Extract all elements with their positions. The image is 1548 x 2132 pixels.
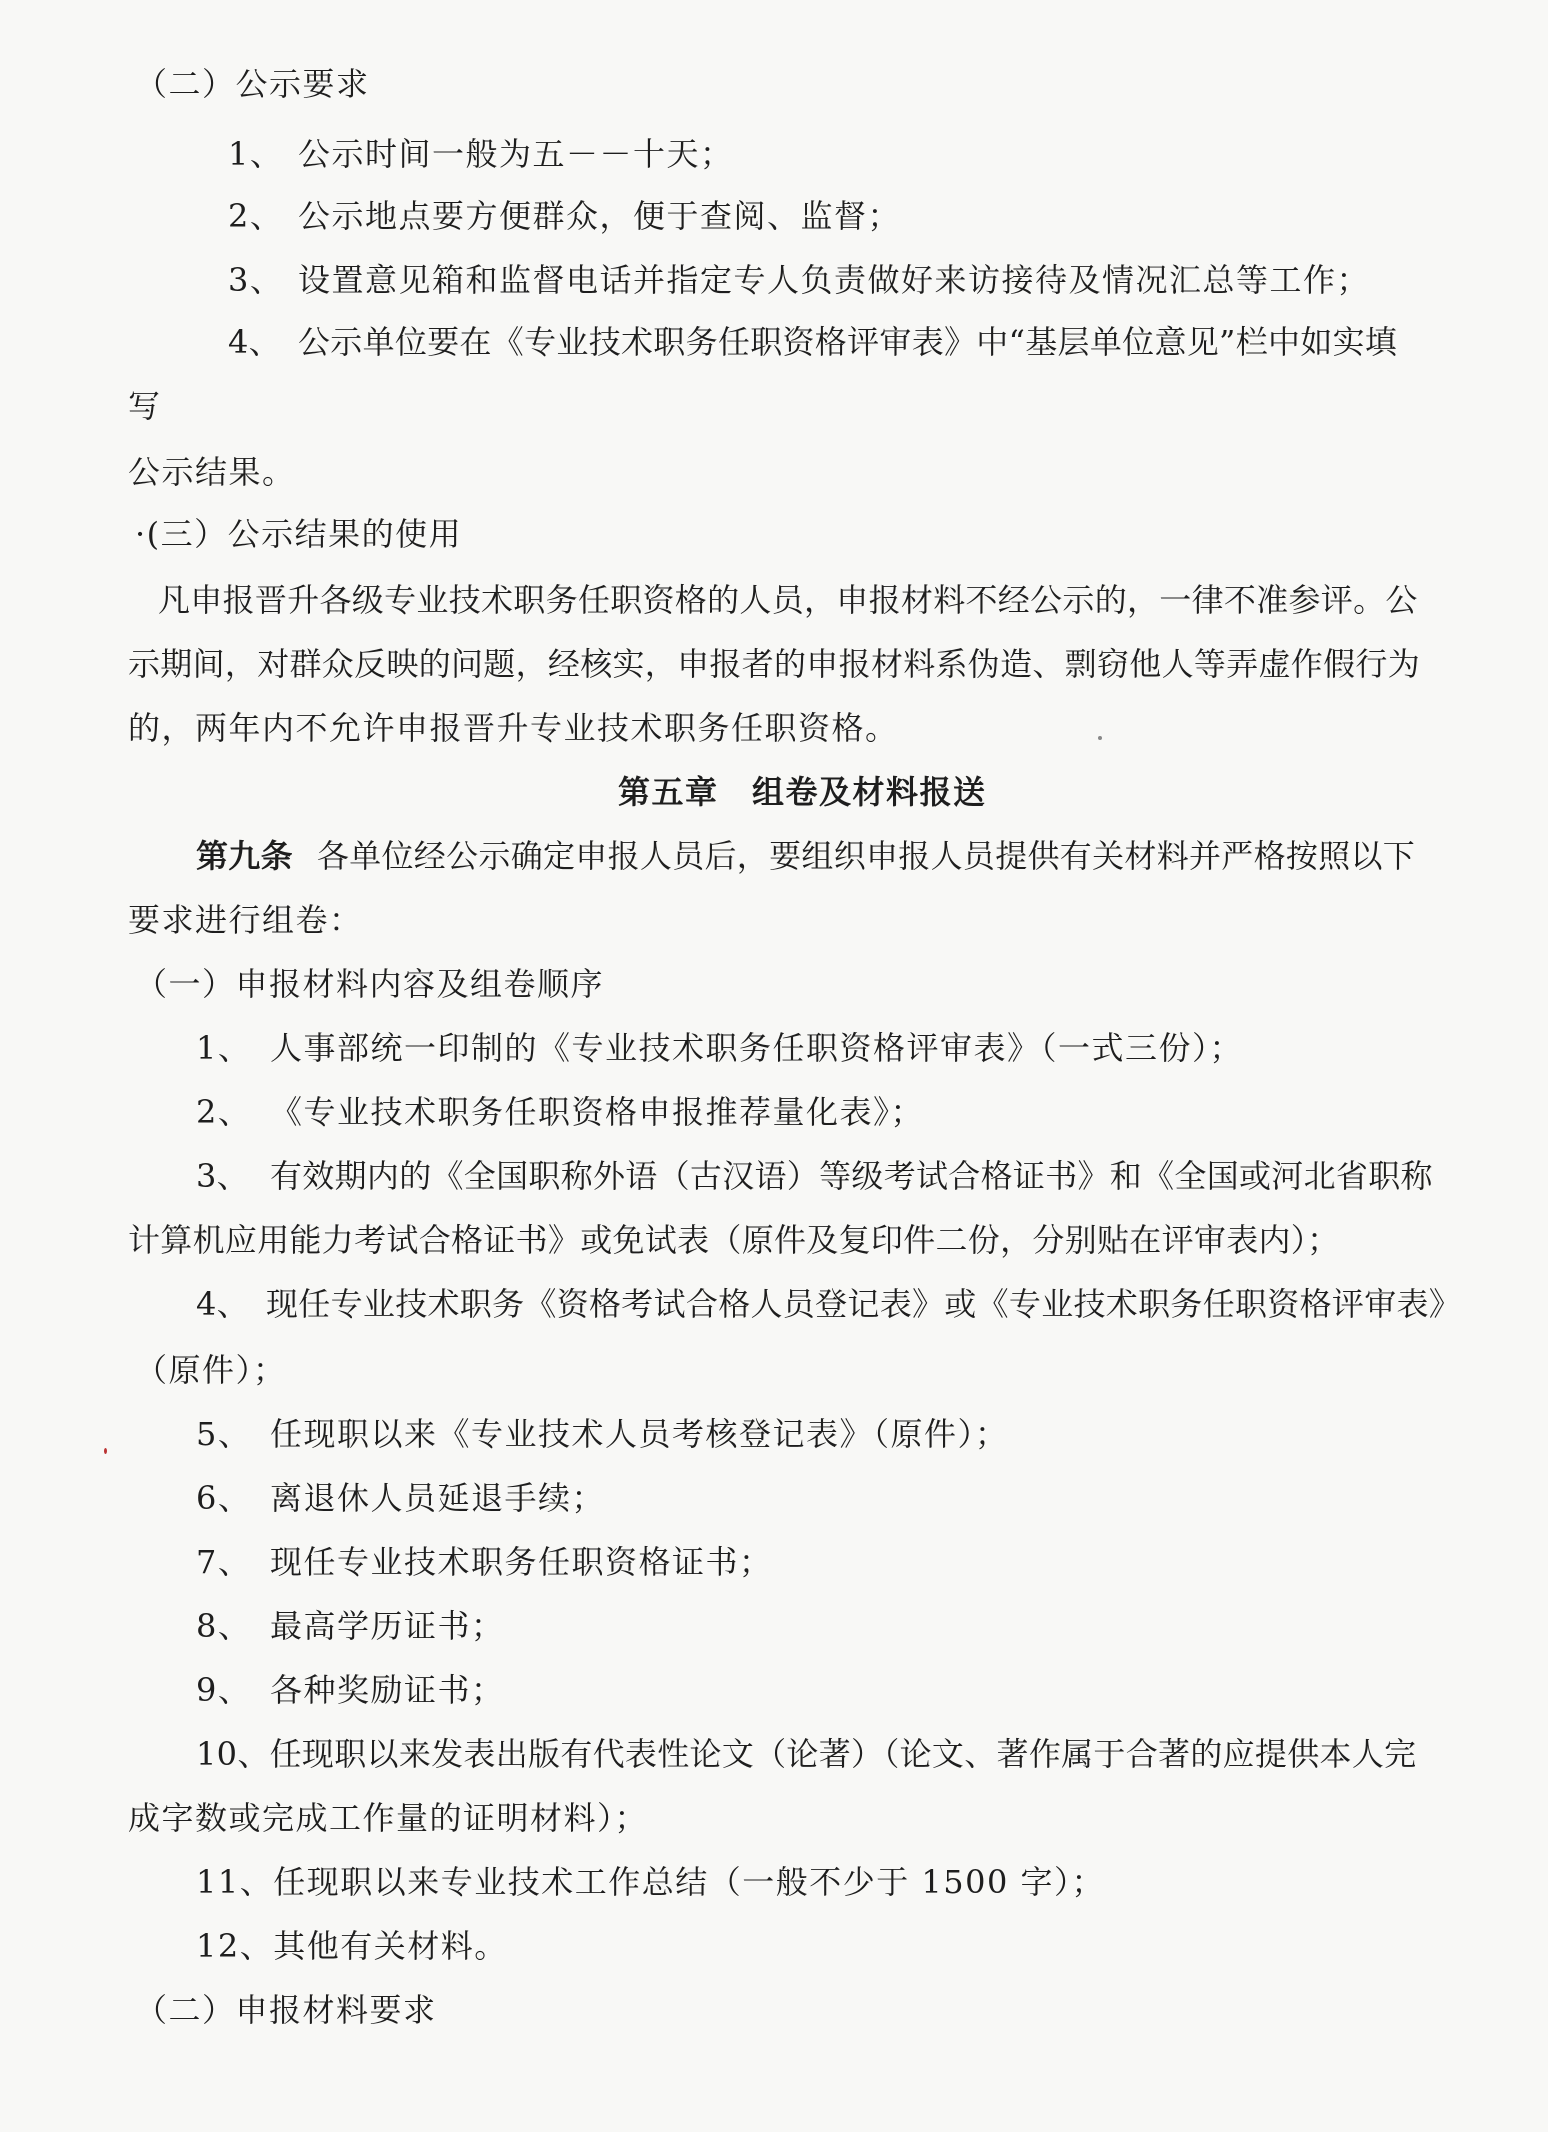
item-number: 6、 [196,1479,252,1517]
article-paragraph [196,836,1415,876]
item-number: 4、 [196,1285,249,1323]
list-item [228,196,901,236]
article-text: 各单位经公示确定申报人员后，要组织申报人员提供有关材料并严格按照以下 [316,837,1416,875]
item-number: 11、 [196,1863,274,1901]
item-text: 最高学历证书； [270,1607,505,1645]
list-item [196,1414,1009,1454]
item-text: 公示时间一般为五－－十天； [298,135,734,173]
item-text: 其他有关材料。 [273,1927,508,1965]
item-number: 12、 [196,1927,274,1965]
item-number: 9、 [196,1671,252,1709]
list-item [196,1284,1461,1324]
item-text: 公示单位要在《专业技术职务任职资格评审表》中“基层单位意见”栏中如实填 [298,323,1398,361]
list-item [196,1862,1105,1902]
section-heading-materials-requirements: （二）申报材料要求 [135,1991,437,2029]
item-continuation: 写 [128,387,162,425]
article-label: 第九条 [196,837,293,875]
item-number: 8、 [196,1607,252,1645]
item-text: 任现职以来专业技术工作总结（一般不少于 1500 字）； [273,1863,1106,1901]
paragraph-line: 的，两年内不允许申报晋升专业技术职务任职资格。 [128,709,899,747]
list-item [196,1092,924,1132]
list-item [196,1478,605,1518]
item-text: 现任专业技术职务任职资格证书； [270,1543,773,1581]
item-text: 人事部统一印制的《专业技术职务任职资格评审表》（一式三份）； [270,1029,1244,1067]
item-text: 设置意见箱和监督电话并指定专人负责做好来访接待及情况汇总等工作； [298,261,1371,299]
item-text: 任现职以来发表出版有代表性论文（论著）（论文、著作属于合著的应提供本人完 [269,1735,1417,1773]
item-continuation: 公示结果。 [128,453,296,491]
paragraph-line: 要求进行组卷： [128,901,363,939]
item-text: 现任专业技术职务《资格考试合格人员登记表》或《专业技术职务任职资格评审表》 [266,1285,1462,1323]
item-number: 1、 [228,135,284,173]
list-item [196,1670,505,1710]
item-text: 各种奖励证书； [270,1671,505,1709]
list-item [196,1734,1416,1774]
item-number: 3、 [228,261,284,299]
item-text: 《专业技术职务任职资格申报推荐量化表》； [270,1093,925,1131]
item-number: 3、 [196,1157,249,1195]
item-number: 10、 [196,1735,270,1773]
paragraph-line: 示期间，对群众反映的问题，经核实，申报者的申报材料系伪造、剽窃他人等弄虚作假行为 [128,645,1421,683]
chapter-title: 第五章 组卷及材料报送 [618,773,987,811]
list-item [228,260,1370,300]
item-number: 2、 [196,1093,252,1131]
item-number: 1、 [196,1029,252,1067]
item-number: 4、 [228,323,281,361]
item-continuation: （原件）； [135,1351,287,1389]
item-number: 7、 [196,1543,252,1581]
item-text: 任现职以来《专业技术人员考核登记表》（原件）； [270,1415,1009,1453]
item-text: 公示地点要方便群众，便于查阅、监督； [298,197,902,235]
paragraph-line: 凡申报晋升各级专业技术职务任职资格的人员，申报材料不经公示的，一律不准参评。公 [158,581,1418,619]
item-number: 5、 [196,1415,252,1453]
section-heading-publicity-results-use: ·(三）公示结果的使用 [135,515,463,553]
item-continuation: 计算机应用能力考试合格证书》或免试表（原件及复印件二份，分别贴在评审表内）； [128,1221,1340,1259]
scan-speck [104,1448,107,1454]
list-item [196,1542,773,1582]
list-item [228,134,734,174]
item-number: 2、 [228,197,284,235]
section-heading-materials-order: （一）申报材料内容及组卷顺序 [135,965,605,1003]
item-text: 有效期内的《全国职称外语（古汉语）等级考试合格证书》和《全国或河北省职称 [270,1157,1433,1195]
list-item [196,1926,508,1966]
item-continuation: 成字数或完成工作量的证明材料）； [128,1799,649,1837]
list-item [196,1156,1433,1196]
scan-speck [1098,736,1102,740]
list-item [196,1028,1243,1068]
list-item [228,322,1397,362]
item-text: 离退休人员延退手续； [270,1479,606,1517]
list-item [196,1606,505,1646]
section-heading-publicity-requirements: （二）公示要求 [135,65,370,103]
